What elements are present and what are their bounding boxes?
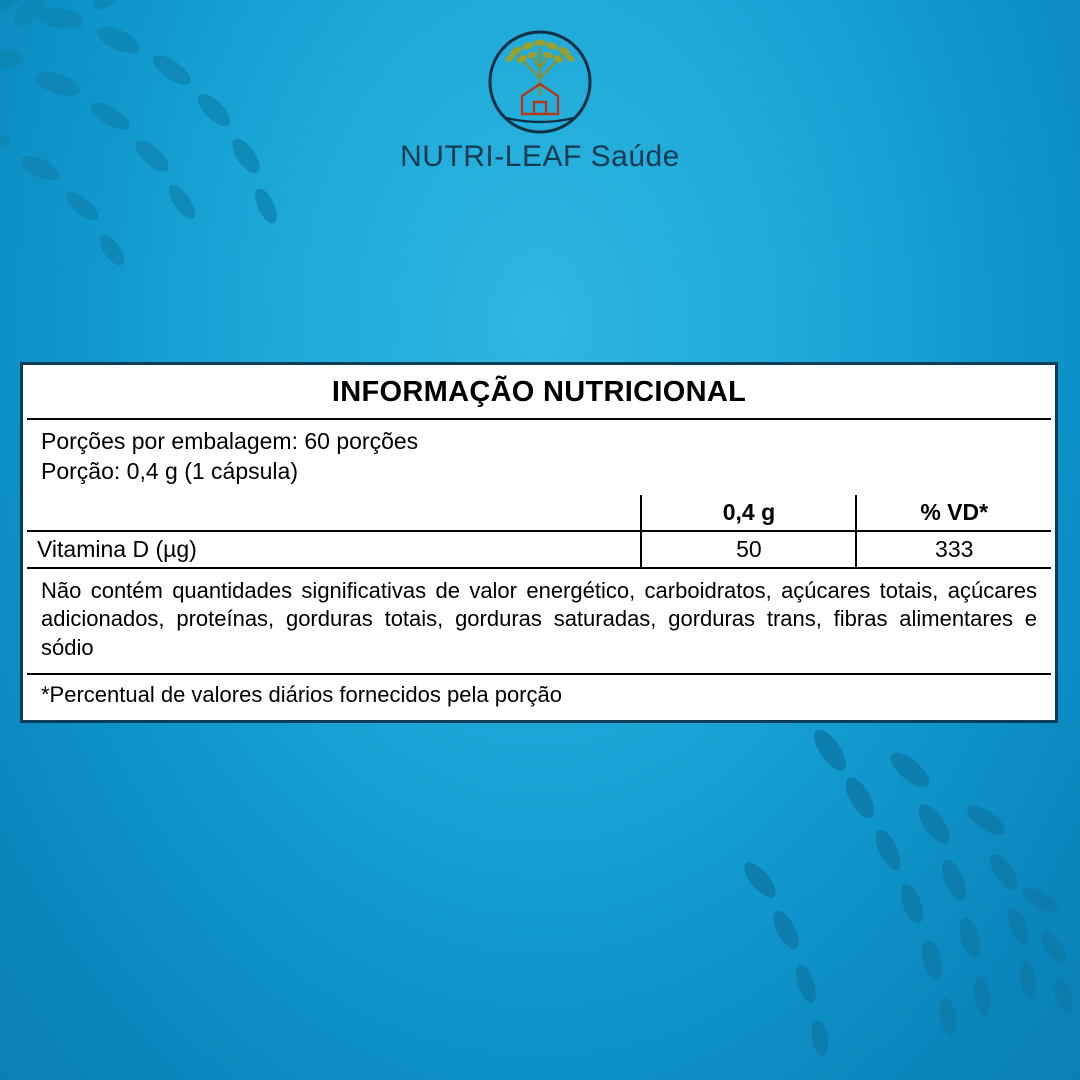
nutrition-facts-panel [20, 362, 1058, 723]
nutrient-table [27, 495, 1051, 569]
tree-house-circle-logo-icon [476, 26, 604, 138]
insignificant-amounts-note: Não contém quantidades significativas de valor energético, carboidratos, açúcares totais, açúcares adicionados, proteínas, gorduras totais, gorduras saturadas, gorduras trans, fibras alimentares e sódio [41, 577, 1037, 660]
panel-title: INFORMAÇÃO NUTRICIONAL [331, 376, 747, 408]
servings-per-package: Porções por embalagem: 60 porções [41, 428, 419, 454]
table-row [27, 531, 1051, 568]
brand-block [0, 26, 1080, 174]
leaf-decoration-bottom-right-icon [700, 730, 1080, 1080]
serving-size: Porção: 0,4 g (1 cápsula) [41, 458, 298, 485]
column-header-nutrient [27, 495, 641, 531]
nutrient-amount: 50 [641, 531, 856, 568]
table-header-row [27, 495, 1051, 531]
nutrient-daily-value: 333 [856, 531, 1051, 568]
brand-name: NUTRI-LEAF Saúde [400, 140, 680, 173]
column-header-daily-value: % VD* [856, 495, 1051, 531]
serving-info [27, 420, 1051, 495]
nutrient-name: Vitamina D (µg) [27, 531, 641, 568]
column-header-amount: 0,4 g [641, 495, 856, 531]
daily-value-footnote: *Percentual de valores diários fornecidos pela porção [41, 681, 562, 707]
